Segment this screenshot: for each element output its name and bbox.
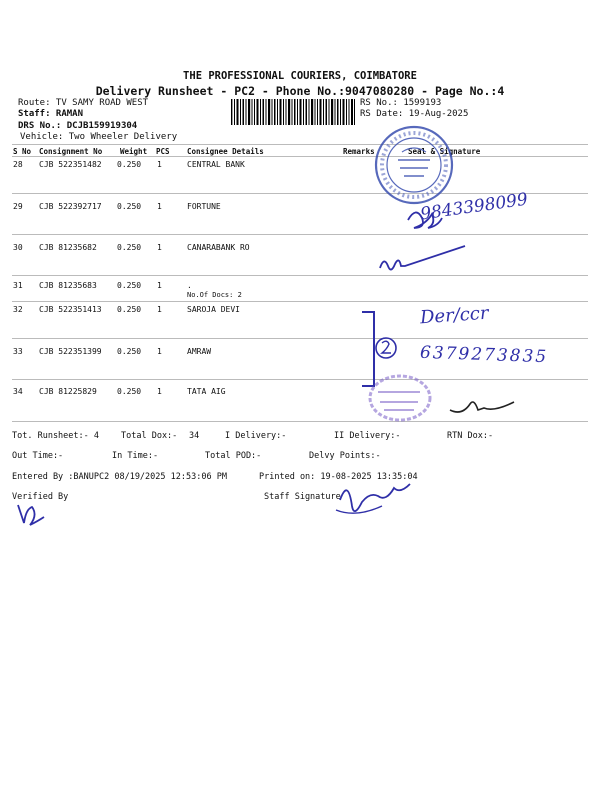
rs-number: RS No.: 1599193 [360, 98, 442, 108]
row-consignee: CENTRAL BANK [187, 160, 245, 169]
verified-by-label: Verified By [12, 492, 69, 502]
company-name: THE PROFESSIONAL COURIERS, COIMBATORE [183, 70, 417, 82]
row-consignee: CANARABANK RO [187, 243, 250, 252]
row-weight: 0.250 [117, 387, 142, 396]
col-header-remarks: Remarks [343, 147, 375, 156]
runsheet-title: Delivery Runsheet - PC2 - Phone No.:9047080280 - Page No.:4 [95, 84, 505, 98]
row-weight: 0.250 [117, 202, 142, 211]
staff-label: Staff: RAMAN [18, 109, 84, 119]
row-weight: 0.250 [117, 305, 142, 314]
row-pcs: 1 [157, 243, 162, 252]
vehicle-label: Vehicle: Two Wheeler Delivery [20, 132, 178, 142]
i-delivery-label: I Delivery:- [225, 431, 287, 441]
in-time-label: In Time:- [112, 451, 159, 461]
row-pcs: 1 [157, 202, 162, 211]
col-header-consignee: Consignee Details [187, 147, 264, 156]
row-consignment: CJB 522351399 [39, 347, 102, 356]
route-label: Route: TV SAMY ROAD WEST [18, 98, 149, 108]
row-consignee: SAROJA DEVI [187, 305, 240, 314]
col-header-pcs: PCS [156, 147, 170, 156]
row-consignment: CJB 81235683 [39, 281, 97, 290]
drs-label: DRS No.: DCJB159919304 [18, 121, 138, 131]
ii-delivery-label: II Delivery:- [334, 431, 401, 441]
row-consignee: AMRAW [187, 347, 212, 356]
row-pcs: 1 [157, 387, 162, 396]
col-header-sno: S No [13, 147, 32, 156]
row-sno: 32 [13, 305, 23, 314]
entered-by: Entered By :BANUPC2 08/19/2025 12:53:06 PM [12, 472, 227, 482]
row-consignment: CJB 522392717 [39, 202, 102, 211]
row-consignment: CJB 522351482 [39, 160, 102, 169]
handwritten-phone-1: 9843398099 [419, 189, 530, 225]
col-header-seal-signature: Seal & Signature [408, 147, 481, 156]
rs-date: RS Date: 19-Aug-2025 [360, 109, 469, 119]
delivery-points-label: Delvy Points:- [309, 451, 381, 461]
staff-signature-label: Staff Signature [264, 492, 341, 502]
row-weight: 0.250 [117, 243, 142, 252]
row-sno: 29 [13, 202, 23, 211]
row-sno: 33 [13, 347, 23, 356]
row-consignment: CJB 81225829 [39, 387, 97, 396]
row-sno: 28 [13, 160, 23, 169]
row-consignment: CJB 522351413 [39, 305, 102, 314]
row-consignee: . [187, 281, 192, 290]
handwritten-name-note: Der/ccr [419, 302, 490, 329]
faded-stamp-icon [370, 376, 430, 420]
total-dox-value: 34 [189, 431, 200, 441]
row-pcs: 1 [157, 281, 162, 290]
row-pcs: 1 [157, 160, 162, 169]
row-consignee: FORTUNE [187, 202, 221, 211]
handwritten-phone-2: 6379273835 [419, 342, 549, 368]
company-seal-icon [376, 127, 452, 203]
rtn-dox-label: RTN Dox:- [447, 431, 494, 441]
row-pcs: 1 [157, 347, 162, 356]
printed-on: Printed on: 19-08-2025 13:35:04 [259, 472, 418, 482]
row-weight: 0.250 [117, 160, 142, 169]
row-pcs: 1 [157, 305, 162, 314]
row-weight: 0.250 [117, 281, 142, 290]
col-header-consignment: Consignment No [39, 147, 103, 156]
total-pod-label: Total POD:- [205, 451, 262, 461]
row-sno: 31 [13, 281, 23, 290]
row-sno: 30 [13, 243, 23, 252]
row-consignee: TATA AIG [187, 387, 226, 396]
col-header-weight: Weight [120, 147, 148, 156]
row-consignment: CJB 81235682 [39, 243, 97, 252]
row-sno: 34 [13, 387, 23, 396]
row-note: No.Of Docs: 2 [187, 291, 242, 299]
total-runsheet: Tot. Runsheet:- 4 [12, 431, 99, 441]
total-dox-label: Total Dox:- [121, 431, 178, 441]
out-time-label: Out Time:- [12, 451, 64, 461]
row-weight: 0.250 [117, 347, 142, 356]
